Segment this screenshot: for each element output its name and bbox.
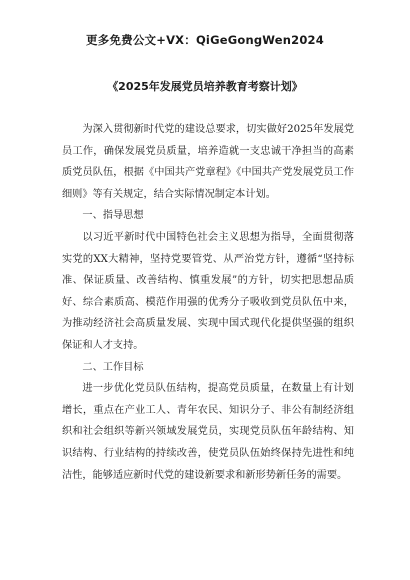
promo-header: 更多免费公文+VX：QiGeGongWen2024 [86, 33, 324, 47]
section-paragraph-guiding-ideology: 以习近平新时代中国特色社会主义思想为指导，全面贯彻落实党的XX大精神，坚持党要管党、从严治党方针，遵循“坚持标准、保证质量、改善结构、慎重发展”的方针，切实把思想品质好、综合素质高、模范作用强的优秀分子吸收到党员队伍中来，为推动经济社会高质量发展、实现中国式现代化提供坚强的组织保证和人才支持。 [62, 231, 354, 351]
section-heading-work-goals: 二、工作目标 [82, 361, 144, 373]
section-paragraph-work-goals: 进一步优化党员队伍结构，提高党员质量，在数量上有计划增长，重点在产业工人、青年农民、知识分子、非公有制经济组织和社会组织等新兴领域发展党员，实现党员队伍年龄结构、知识结构、行业结构的持续改善，使党员队伍始终保持先进性和纯洁性，能够适应新时代党的建设新要求和新形势新任务的需要。 [62, 383, 354, 481]
document-body [62, 119, 354, 486]
section-heading-guiding-ideology: 一、指导思想 [82, 210, 144, 222]
document-title: 《2025年发展党员培养教育考察计划》 [107, 80, 303, 93]
intro-paragraph: 为深入贯彻新时代党的建设总要求，切实做好2025年发展党员工作，确保发展党员质量，培养造就一支忠诚干净担当的高素质党员队伍，根据《中国共产党章程》《中国共产党发展党员工作细则》等有关规定，结合实际情况制定本计划。 [62, 124, 354, 200]
